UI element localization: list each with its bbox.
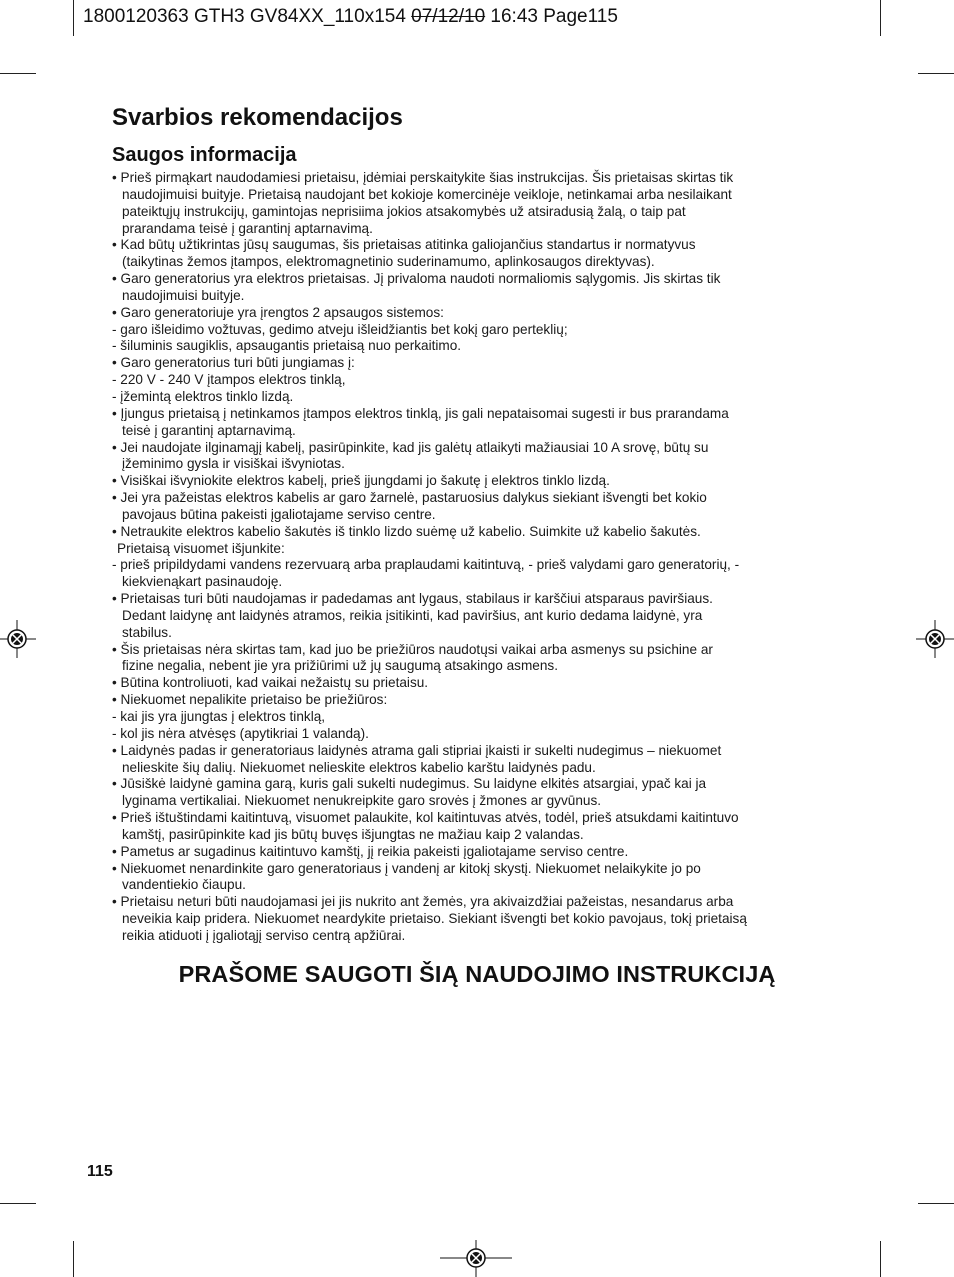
- text-line: • Prietaisu neturi būti naudojamasi jei jis nukrito ant žemės, yra akivaizdžiai pažeistas, nesandarus arba: [112, 894, 734, 910]
- text-line: - įžemintą elektros tinklo lizdą.: [112, 388, 294, 404]
- safety-list: [112, 170, 847, 945]
- text-line: - šiluminis saugiklis, apsaugantis prietaisą nuo perkaitimo.: [112, 338, 462, 354]
- text-line: lyginama vertikaliai. Niekuomet nenukreipkite garo srovės į žmones ar gyvūnus.: [122, 793, 602, 809]
- crop-mark: [0, 1203, 36, 1204]
- slug-prefix: 1800120363 GTH3 GV84XX_110x154: [83, 6, 412, 27]
- crop-mark: [918, 73, 954, 74]
- text-line: • Pametus ar sugadinus kaitintuvo kamštį, jį reikia pakeisti įgaliotajame serviso centre.: [112, 843, 629, 859]
- text-line: naudojimuisi buityje. Prietaisą naudojant bet kokioje komercinėje veikloje, netinkamai arba nesilaikant: [122, 186, 732, 202]
- text-line: kiekvienąkart pasinaudoję.: [122, 574, 283, 590]
- text-line: Prietaisą visuomet išjunkite:: [117, 540, 285, 556]
- text-line: teisė į garantinį aptarnavimą.: [122, 422, 296, 438]
- text-line: vandentiekio čiaupu.: [122, 877, 246, 893]
- text-line: • Šis prietaisas nėra skirtas tam, kad juo be priežiūros naudotųsi vaikai arba asmenys su psichine ar: [112, 641, 713, 657]
- print-slug: [83, 6, 618, 28]
- text-line: • Laidynės padas ir generatoriaus laidynės atrama gali stipriai įkaisti ir sukelti nudegimus – niekuomet: [112, 742, 722, 758]
- text-line: • Prietaisas turi būti naudojamas ir padedamas ant lygaus, stabilaus ir karščiui atsparaus paviršiaus.: [112, 591, 713, 607]
- page-number: 115: [87, 1163, 113, 1180]
- crop-mark: [880, 0, 881, 36]
- slug-date: 07/12/10: [411, 6, 486, 27]
- text-line: - prieš pripildydami vandens rezervuarą arba praplaudami kaitintuvą, - prieš valydami garo generatorių, -: [112, 557, 740, 573]
- text-line: reikia atiduoti į įgaliotąjį serviso centrą apžiūrai.: [122, 927, 406, 943]
- text-line: • Visiškai išvyniokite elektros kabelį, prieš įjungdami jo šakutę į elektros tinklo lizdą.: [112, 473, 610, 489]
- text-line: - 220 V - 240 V įtampos elektros tinklą,: [112, 372, 346, 388]
- text-line: Dedant laidynę ant laidynės atramos, reikia įsitikinti, kad paviršius, ant kurio dedama laidynė, yra: [122, 607, 703, 623]
- crop-mark: [918, 1203, 954, 1204]
- section-title: Saugos informacija: [112, 144, 297, 166]
- page-title: Svarbios rekomendacijos: [112, 104, 403, 131]
- text-line: • Jei yra pažeistas elektros kabelis ar garo žarnelė, pastaruosius dalykus siekiant išvengti bet kokio: [112, 490, 707, 506]
- text-line: - garo išleidimo vožtuvas, gedimo atveju išleidžiantis bet kokį garo perteklių;: [112, 321, 568, 337]
- text-line: pavojaus būtina pakeisti įgaliotajame serviso centre.: [122, 506, 436, 522]
- crop-mark: [880, 1241, 881, 1277]
- text-line: • Garo generatorius turi būti jungiamas į:: [112, 355, 355, 371]
- text-line: naudojimuisi buityje.: [122, 287, 245, 303]
- text-line: • Prieš pirmąkart naudodamiesi prietaisu, įdėmiai perskaitykite šias instrukcijas. Šis prietaisas skirtas tik: [112, 170, 734, 185]
- text-line: • Įjungus prietaisą į netinkamos įtampos elektros tinklą, jis gali nepataisomai sugesti ir bus prarandama: [112, 405, 729, 421]
- text-line: - kol jis nėra atvėsęs (apytikriai 1 valandą).: [112, 725, 369, 741]
- text-line: • Jei naudojate ilginamąjį kabelį, pasirūpinkite, kad jis galėtų atlaikyti mažiausiai 10 A srovę, būtų su: [112, 439, 709, 455]
- closing-notice: PRAŠOME SAUGOTI ŠIĄ NAUDOJIMO INSTRUKCIJĄ: [178, 961, 776, 987]
- text-line: • Kad būtų užtikrintas jūsų saugumas, šis prietaisas atitinka galiojančius standartus ir normatyvus: [112, 237, 696, 253]
- text-line: • Garo generatoriuje yra įrengtos 2 apsaugos sistemos:: [112, 304, 444, 320]
- text-line: - kai jis yra įjungtas į elektros tinklą,: [112, 709, 326, 724]
- crop-mark: [73, 0, 74, 36]
- text-line: nelieskite šių dalių. Niekuomet nelieskite elektros kabelio karštu laidynės padu.: [122, 759, 596, 775]
- text-line: (taikytinas žemos įtampos, elektromagnetinio suderinamumo, aplinkosaugos direktyvas).: [122, 254, 655, 270]
- text-line: fizine negalia, nebent jie yra prižiūrimi už jų saugumą atsakingo asmens.: [122, 658, 558, 674]
- text-line: neveikia kaip pridera. Niekuomet neardykite prietaiso. Siekiant išvengti bet kokio pavojaus, tokį prietaisą: [122, 911, 747, 927]
- text-line: kamštį, pasirūpinkite kad jis būtų buvęs išjungtas ne mažiau kaip 2 valandas.: [122, 826, 584, 842]
- text-line: prarandama teisė į garantinį aptarnavimą.: [122, 220, 373, 236]
- text-line: • Jūsiškė laidynė gamina garą, kuris gali sukelti nudegimus. Su laidyne elkitės atsargiai, ypač kai ja: [112, 776, 707, 792]
- registration-mark-icon: [0, 620, 36, 658]
- crop-mark: [73, 1241, 74, 1277]
- text-line: • Garo generatorius yra elektros prietaisas. Jį privaloma naudoti normaliomis sąlygomis. Jis skirtas tik: [112, 271, 721, 287]
- text-line: • Netraukite elektros kabelio šakutės iš tinklo lizdo suėmę už kabelio. Suimkite už kabelio šakutės.: [112, 523, 701, 539]
- text-line: • Prieš ištuštindami kaitintuvą, visuomet palaukite, kol kaitintuvas atvės, todėl, prieš atsukdami kaitintuvo: [112, 810, 739, 826]
- text-line: stabilus.: [122, 624, 172, 640]
- text-line: • Niekuomet nenardinkite garo generatoriaus į vandenį ar kitokį skystį. Niekuomet nelaikykite jo po: [112, 860, 701, 876]
- registration-mark-icon: [440, 1240, 512, 1277]
- text-line: • Niekuomet nepalikite prietaiso be priežiūros:: [112, 692, 388, 708]
- text-line: • Būtina kontroliuoti, kad vaikai nežaistų su prietaisu.: [112, 675, 429, 691]
- slug-suffix: 16:43 Page115: [485, 6, 618, 27]
- registration-mark-icon: [916, 620, 954, 658]
- text-line: įžeminimo gysla ir visiškai išvyniotas.: [122, 456, 345, 472]
- crop-mark: [0, 73, 36, 74]
- text-line: pateiktųjų instrukcijų, gamintojas neprisiima jokios atsakomybės už atsiradusią žalą, o taip pat: [122, 203, 686, 219]
- document-body: [112, 104, 847, 945]
